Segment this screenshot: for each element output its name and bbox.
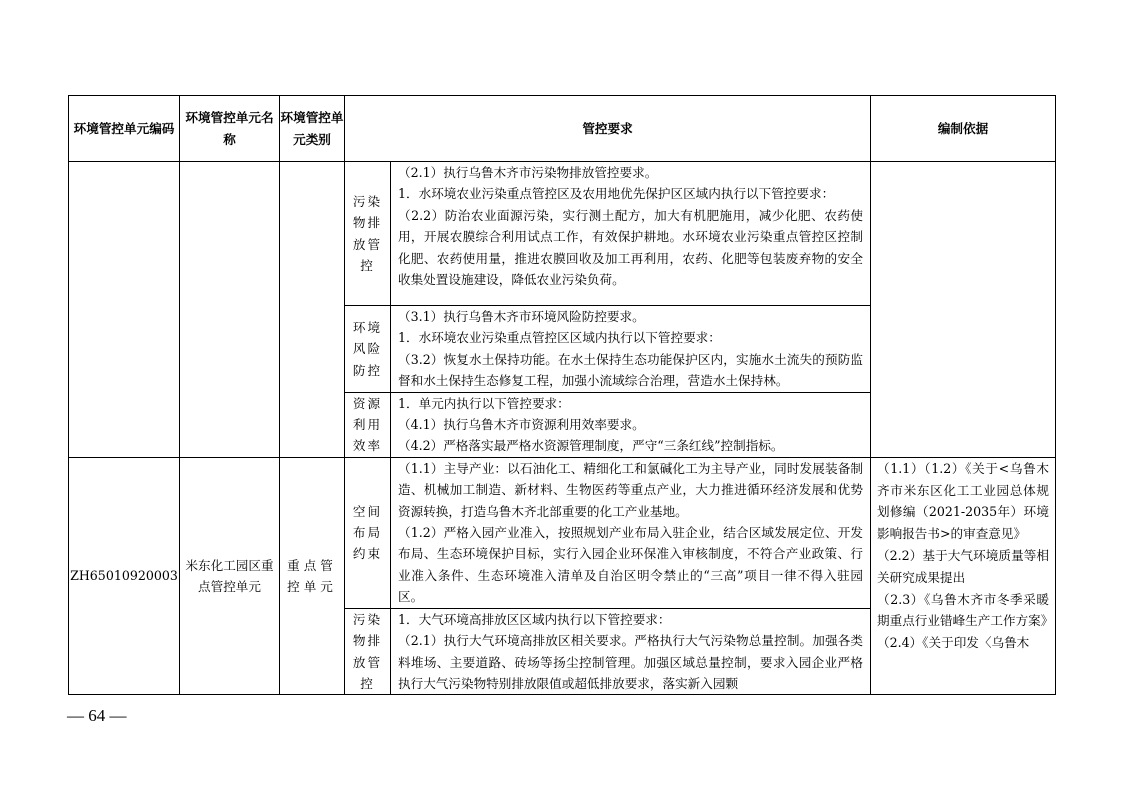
header-unit-name: 环境管控单元名称 <box>180 96 280 162</box>
header-basis: 编制依据 <box>871 96 1056 162</box>
unit-name: 米东化工园区重点管控单元 <box>180 457 280 694</box>
requirements-spatial-layout: （1.1）主导产业：以石油化工、精细化工和氯碱化工为主导产业，同时发展装备制造、机械加工制造、新材料、生物医药等重点产业，大力推进循环经济发展和优势资源转换，打造乌鲁木齐北部重要的化工产业基地。 （1.2）严格入园产业准入，按照规划产业布局入驻企业，结合区域发展定位、开发布局、生态环境保护目标，实行入园企业环保准入审核制度，不符合产业政策、行业准入条件、生态环境准入清单及自治区明令禁止的“三高”项目一律不得入驻园区。 <box>391 457 871 608</box>
unit-type-cell <box>280 162 345 458</box>
category-pollution-control: 污染物排放管控 <box>345 162 391 306</box>
category-pollution-control: 污染物排放管控 <box>345 608 391 695</box>
requirements-pollution-control: （2.1）执行乌鲁木齐市污染物排放管控要求。 1．水环境农业污染重点管控区及农用地优先保护区区域内执行以下管控要求： （2.2）防治农业面源污染，实行测土配方，加大有机肥施用，减少化肥、农药使用，开展农膜综合利用试点工作，有效保护耕地。水环境农业污染重点管控区控制化肥、农药使用量，推进农膜回收及加工再利用，农药、化肥等包装废弃物的安全收集处置设施建设，降低农业污染负荷。 <box>391 162 871 306</box>
requirements-risk-control: （3.1）执行乌鲁木齐市环境风险防控要求。 1．水环境农业污染重点管控区区域内执行以下管控要求： （3.2）恢复水土保持功能。在水土保持生态功能保护区内，实施水土流失的预防监督和水土保持生态修复工程，加强小流域综合治理，营造水土保持林。 <box>391 306 871 393</box>
header-unit-code: 环境管控单元编码 <box>69 96 180 162</box>
requirements-resource-efficiency: 1．单元内执行以下管控要求： （4.1）执行乌鲁木齐市资源利用效率要求。 （4.2）严格落实最严格水资源管理制度，严守“三条红线”控制指标。 <box>391 392 871 457</box>
requirements-pollution-control: 1．大气环境高排放区区域内执行以下管控要求： （2.1）执行大气环境高排放区相关要求。严格执行大气污染物总量控制。加强各类料堆场、主要道路、砖场等扬尘控制管理。加强区域总量控制，要求入园企业严格执行大气污染物特别排放限值或超低排放要求，落实新入园颗 <box>391 608 871 695</box>
basis-cell <box>871 162 1056 458</box>
category-spatial-layout: 空间布局约束 <box>345 457 391 608</box>
unit-name-cell <box>180 162 280 458</box>
unit-type: 重点管控单元 <box>280 457 345 694</box>
header-unit-type: 环境管控单元类别 <box>280 96 345 162</box>
unit-code-cell <box>69 162 180 458</box>
page-number: — 64 — <box>67 706 127 725</box>
table-row <box>69 457 1056 608</box>
control-requirements-table <box>68 95 1056 695</box>
basis-references: （1.1）（1.2）《关于<乌鲁木齐市米东区化工工业园总体规划修编（2021-2035年）环境影响报告书>的审查意见》 （2.2）基于大气环境质量等相关研究成果提出 （2.3）《乌鲁木齐市冬季采暖期重点行业错峰生产工作方案》 （2.4）《关于印发〈乌鲁木 <box>871 457 1056 694</box>
header-control-requirements: 管控要求 <box>345 96 871 162</box>
category-resource-efficiency: 资源利用效率 <box>345 392 391 457</box>
unit-code: ZH65010920003 <box>69 457 180 694</box>
table-header-row <box>69 96 1056 162</box>
category-risk-control: 环境风险防控 <box>345 306 391 393</box>
table-row <box>69 162 1056 306</box>
